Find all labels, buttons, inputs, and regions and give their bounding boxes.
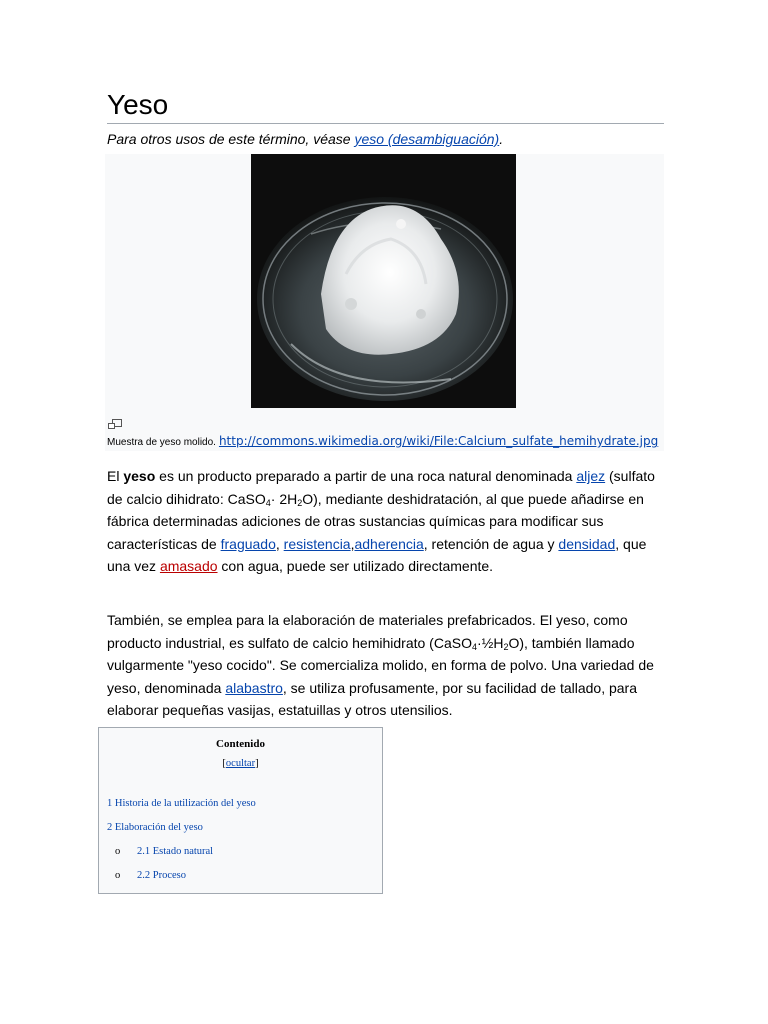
toc-item-estado-natural[interactable]: 2.1 Estado natural [137,846,214,857]
figure-caption [107,434,658,450]
bold-term: yeso [123,468,156,484]
para-text: es un producto preparado a partir de una roca natural denominada [155,468,577,484]
table-of-contents [98,727,383,894]
intro-paragraph [107,465,667,578]
subscript: 4 [265,497,271,508]
gypsum-photo[interactable] [251,154,516,408]
subscript: 2 [503,641,509,652]
para-text: (sulfato de calcio dihidrato: CaSO [107,468,655,507]
hatnote [107,130,503,148]
subscript: 4 [471,641,477,652]
link-aljez[interactable]: aljez [576,468,606,484]
link-amasado[interactable]: amasado [159,558,218,575]
hatnote-text: Para otros usos de este término, véase [107,131,355,147]
link-fraguado[interactable]: fraguado [220,535,276,552]
toc-item-elaboracion[interactable]: 2 Elaboración del yeso [107,822,203,833]
para-text: con agua, puede ser utilizado directamente. [217,558,494,575]
para-text: , retención de agua y [423,535,559,552]
para-text: También, se emplea para la elaboración de materiales prefabricados. El yeso, como producto industrial, es sulfato de calcio hemihidrato (CaSO [107,612,628,651]
link-adherencia[interactable]: adherencia [354,535,424,552]
link-resistencia[interactable]: resistencia [283,535,351,552]
para-text: , que una vez [107,535,647,575]
caption-text: Muestra de yeso molido. [107,437,216,448]
toc-bracket: [ [222,758,226,769]
toc-item-proceso[interactable]: 2.2 Proceso [137,870,186,881]
para-text: , [350,535,355,552]
para-text: O), también llamado vulgarmente "yeso cocido". Se comercializa molido, en forma de polvo. Una variedad de yeso, denominada [107,634,654,696]
toc-title: Contenido [216,738,265,750]
magnify-icon[interactable] [108,418,122,430]
title-divider [107,123,664,124]
hatnote-link[interactable]: yeso (desambiguación) [354,131,500,147]
toc-bracket: ] [255,758,259,769]
subscript: 2 [297,497,303,508]
page-title: Yeso [107,89,169,120]
toc-hide-link[interactable]: ocultar [225,758,256,769]
para-text: ·½H [476,634,504,651]
hatnote-suffix: . [499,131,504,147]
toc-bullet: o [115,870,121,881]
caption-source-link[interactable]: http://commons.wikimedia.org/wiki/File:Calcium_sulfate_hemihydrate.jpg [218,434,659,448]
para-text: · 2H [270,490,298,507]
para-text: O), mediante deshidratación, al que puede añadirse en fábrica determinadas adiciones de otras sustancias químicas para modificar sus características de [107,490,644,552]
second-paragraph [107,609,667,722]
link-alabastro[interactable]: alabastro [225,679,283,696]
link-densidad[interactable]: densidad [558,535,616,552]
para-text: , se utiliza profusamente, por su facilidad de tallado, para elaborar pequeñas vasijas, estatuillas y otros utensilios. [107,679,638,719]
para-text: El [107,468,124,484]
toc-item-historia[interactable]: 1 Historia de la utilización del yeso [107,798,256,809]
para-text: , [275,535,284,552]
figure [105,154,664,451]
toc-bullet: o [115,846,121,857]
toc-toggle [99,758,382,769]
